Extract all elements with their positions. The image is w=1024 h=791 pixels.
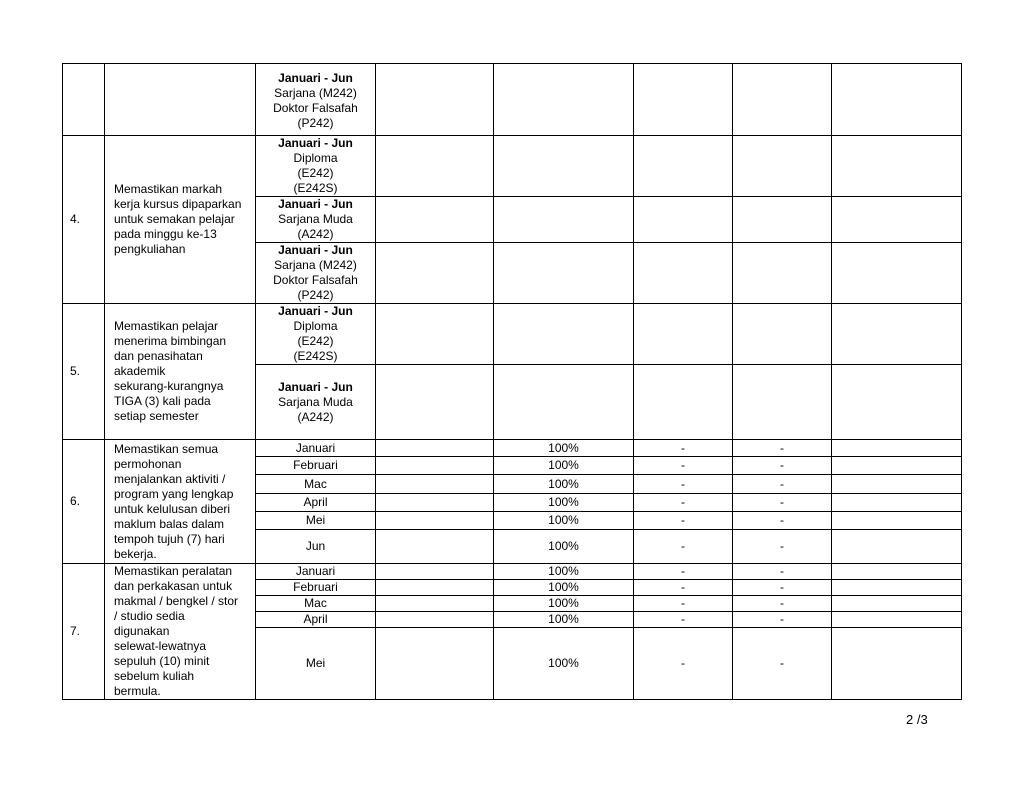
dash-cell: -	[634, 564, 733, 580]
dash-cell: -	[634, 580, 733, 596]
month-cell: Mac	[256, 475, 376, 494]
percent-cell: 100%	[494, 440, 634, 457]
month-cell: April	[256, 494, 376, 512]
item-number: 4.	[63, 136, 105, 304]
period-cell: Januari - Jun Diploma (E242) (E242S)	[256, 304, 376, 365]
dash-cell: -	[733, 512, 832, 530]
kpi-table	[62, 63, 962, 700]
month-cell: Januari	[256, 440, 376, 457]
period-cell: Januari - Jun Sarjana Muda (A242)	[256, 197, 376, 243]
month-cell: Mei	[256, 512, 376, 530]
dash-cell: -	[634, 475, 733, 494]
month-cell: Februari	[256, 457, 376, 475]
month-cell: Mei	[256, 628, 376, 700]
table-row	[63, 64, 962, 136]
dash-cell: -	[634, 596, 733, 612]
percent-cell: 100%	[494, 457, 634, 475]
dash-cell: -	[634, 494, 733, 512]
percent-cell: 100%	[494, 596, 634, 612]
description-cell	[105, 64, 256, 136]
percent-cell: 100%	[494, 580, 634, 596]
document-page	[62, 63, 962, 700]
month-cell: Februari	[256, 580, 376, 596]
dash-cell: -	[634, 628, 733, 700]
dash-cell: -	[733, 530, 832, 564]
item-number: 7.	[63, 564, 105, 700]
item-description: Memastikan semua permohonan menjalankan aktiviti / program yang lengkap untuk kelulusan diberi maklum balas dalam tempoh tujuh (7) hari bekerja.	[105, 440, 256, 564]
month-cell: Jun	[256, 530, 376, 564]
item-description: Memastikan markah kerja kursus dipaparkan untuk semakan pelajar pada minggu ke-13 pengkuliahan	[105, 136, 256, 304]
percent-cell: 100%	[494, 494, 634, 512]
period-cell: Januari - Jun Diploma (E242) (E242S)	[256, 136, 376, 197]
dash-cell: -	[634, 530, 733, 564]
percent-cell: 100%	[494, 530, 634, 564]
period-cell: Januari - Jun Sarjana Muda (A242)	[256, 365, 376, 440]
table-row	[63, 304, 962, 365]
dash-cell: -	[733, 494, 832, 512]
period-cell: Januari - Jun Sarjana (M242) Doktor Falsafah (P242)	[256, 64, 376, 136]
item-description: Memastikan pelajar menerima bimbingan dan penasihatan akademik sekurang-kurangnya TIGA (3) kali pada setiap semester	[105, 304, 256, 440]
dash-cell: -	[733, 475, 832, 494]
table-row	[63, 136, 962, 197]
dash-cell: -	[733, 440, 832, 457]
percent-cell: 100%	[494, 475, 634, 494]
dash-cell: -	[733, 596, 832, 612]
dash-cell: -	[733, 580, 832, 596]
dash-cell: -	[634, 457, 733, 475]
month-cell: Januari	[256, 564, 376, 580]
dash-cell: -	[634, 612, 733, 628]
percent-cell: 100%	[494, 628, 634, 700]
dash-cell: -	[634, 512, 733, 530]
percent-cell: 100%	[494, 564, 634, 580]
item-number: 5.	[63, 304, 105, 440]
dash-cell: -	[733, 457, 832, 475]
period-cell: Januari - Jun Sarjana (M242) Doktor Falsafah (P242)	[256, 243, 376, 304]
month-cell: Mac	[256, 596, 376, 612]
number-cell	[63, 64, 105, 136]
dash-cell: -	[733, 612, 832, 628]
percent-cell: 100%	[494, 612, 634, 628]
dash-cell: -	[733, 628, 832, 700]
item-description: Memastikan peralatan dan perkakasan untuk makmal / bengkel / stor / studio sedia digunakan selewat-lewatnya sepuluh (10) minit sebelum kuliah bermula.	[105, 564, 256, 700]
month-cell: April	[256, 612, 376, 628]
dash-cell: -	[733, 564, 832, 580]
percent-cell: 100%	[494, 512, 634, 530]
table-row	[63, 564, 962, 580]
page-number: 2 /3	[906, 712, 928, 727]
dash-cell: -	[634, 440, 733, 457]
table-row	[63, 440, 962, 457]
item-number: 6.	[63, 440, 105, 564]
